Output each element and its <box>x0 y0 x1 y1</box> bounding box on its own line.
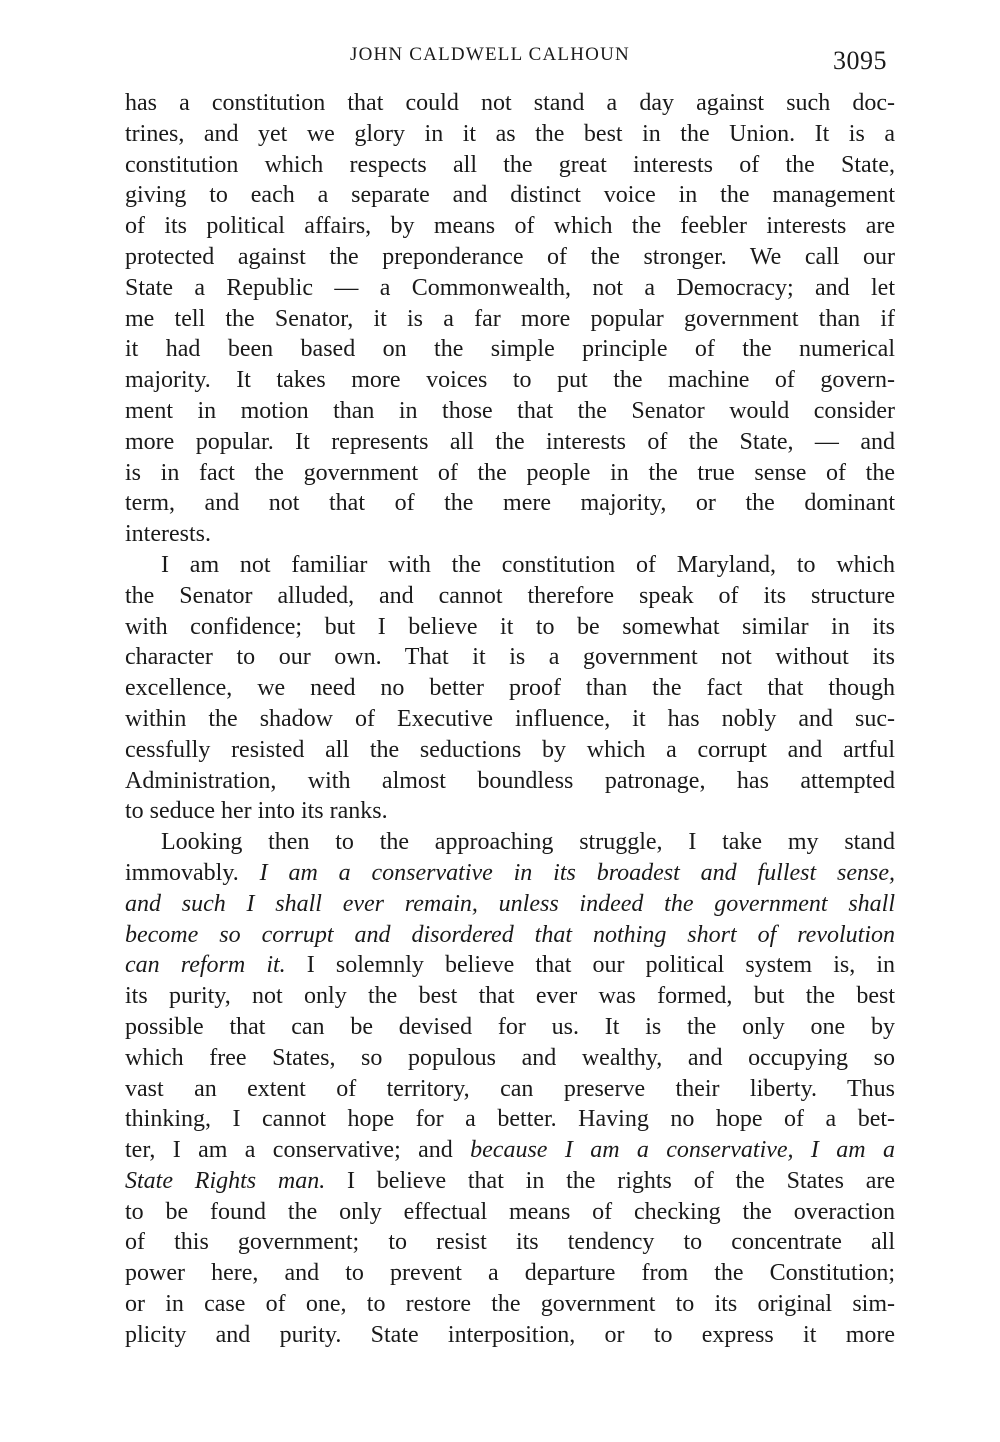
text-line: to be found the only effectual means of checking the overaction <box>125 1198 895 1225</box>
text-span: immovably. <box>125 859 260 886</box>
text-line: power here, and to prevent a departure from the Constitution; <box>125 1260 895 1287</box>
text-line: more popular. It represents all the interests of the State, — and <box>125 428 895 455</box>
text-line: giving to each a separate and distinct voice in the management <box>125 182 895 209</box>
text-line: constitution which respects all the great interests of the State, <box>125 151 895 178</box>
italic-text-span: can reform it. <box>125 952 286 979</box>
text-line: trines, and yet we glory in it as the best in the Union. It is a <box>125 120 895 147</box>
text-line: which free States, so populous and wealthy, and occupying so <box>125 1044 895 1071</box>
text-line: thinking, I cannot hope for a better. Having no hope of a bet- <box>125 1106 895 1133</box>
italic-text-span: I am a conservative in its broadest and fullest sense, <box>259 859 896 886</box>
text-line: its purity, not only the best that ever was formed, but the best <box>125 983 895 1010</box>
text-line: vast an extent of territory, can preserve their liberty. Thus <box>125 1075 895 1102</box>
page-number: 3095 <box>833 46 887 75</box>
text-line: ment in motion than in those that the Senator would consider <box>125 397 895 424</box>
text-line: me tell the Senator, it is a far more popular government than if <box>125 305 895 332</box>
text-line: I am not familiar with the constitution of Maryland, to which <box>161 551 895 578</box>
text-line: or in case of one, to restore the government to its original sim- <box>125 1291 895 1318</box>
text-span: ter, I am a conservative; and <box>125 1137 471 1164</box>
text-line: to seduce her into its ranks. <box>125 798 388 825</box>
text-line <box>125 950 895 981</box>
page-header <box>0 40 1000 80</box>
text-line: Administration, with almost boundless patronage, has attempted <box>125 767 895 794</box>
text-line: cessfully resisted all the seductions by which a corrupt and artful <box>125 736 895 763</box>
text-line: excellence, we need no better proof than the fact that though <box>125 675 895 702</box>
text-span: I solemnly believe that our political system is, in <box>285 952 895 979</box>
running-title: JOHN CALDWELL CALHOUN <box>350 44 630 65</box>
text-line: State a Republic — a Commonwealth, not a Democracy; and let <box>125 274 895 301</box>
text-line <box>125 858 895 889</box>
text-line: of its political affairs, by means of which the feebler interests are <box>125 213 895 240</box>
text-line: has a constitution that could not stand a day against such doc- <box>125 90 895 116</box>
paragraph-2 <box>125 550 895 827</box>
text-line: is in fact the government of the people in the true sense of the <box>125 459 895 486</box>
text-line: with confidence; but I believe it to be somewhat similar in its <box>125 613 895 640</box>
text-line: of this government; to resist its tendency to concentrate all <box>125 1229 895 1256</box>
text-line <box>125 1135 895 1166</box>
text-line: become so corrupt and disordered that nothing short of revolution <box>125 921 895 948</box>
text-line: possible that can be devised for us. It is the only one by <box>125 1013 895 1040</box>
text-line: interests. <box>125 521 211 548</box>
text-line: the Senator alluded, and cannot therefore speak of its structure <box>125 582 895 609</box>
text-line <box>125 1166 895 1197</box>
paragraph-3 <box>125 827 895 1351</box>
text-line: within the shadow of Executive influence, it has nobly and suc- <box>125 705 895 732</box>
italic-text-span: because I am a conservative, I am a <box>470 1137 895 1164</box>
text-line: majority. It takes more voices to put the machine of govern- <box>125 367 895 394</box>
paragraph-1 <box>125 88 895 550</box>
body-text <box>125 88 895 1368</box>
text-line: plicity and purity. State interposition, or to express it more <box>125 1321 895 1348</box>
text-line: it had been based on the simple principle of the numerical <box>125 336 895 363</box>
text-line: protected against the preponderance of the stronger. We call our <box>125 243 895 270</box>
text-line: term, and not that of the mere majority, or the dominant <box>125 490 895 517</box>
text-line: character to our own. That it is a government not without its <box>125 644 895 671</box>
text-span: I believe that in the rights of the States are <box>325 1167 895 1194</box>
italic-text-span: State Rights man. <box>125 1167 326 1194</box>
text-line: Looking then to the approaching struggle, I take my stand <box>161 829 895 856</box>
text-line: and such I shall ever remain, unless indeed the government shall <box>125 890 895 917</box>
